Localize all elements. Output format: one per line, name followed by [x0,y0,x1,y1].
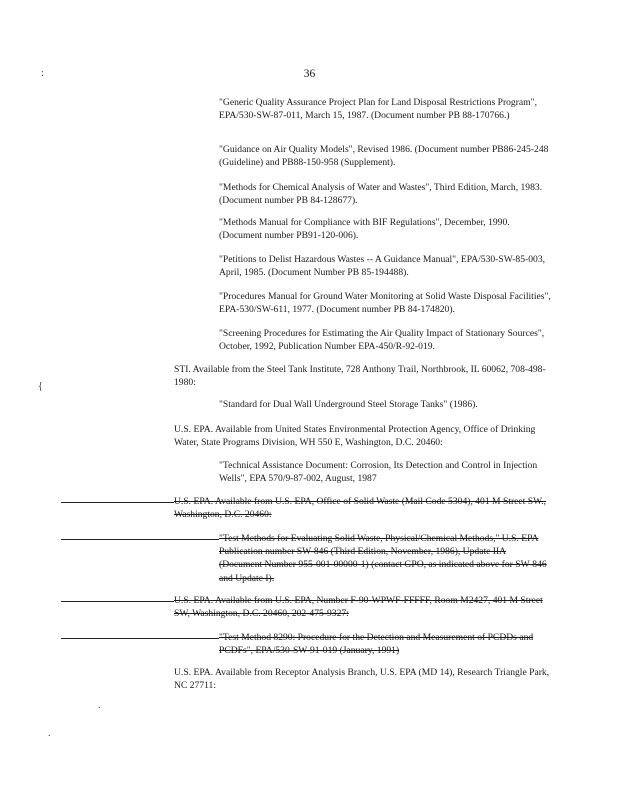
reference-entry: "Petitions to Delist Hazardous Wastes -- A Guidance Manual", EPA/530-SW-85-003, April, 1985. (Document Number PB 85-194488). [219,254,546,279]
revision-bar [61,638,219,639]
reference-entry: "Procedures Manual for Ground Water Monitoring at Solid Waste Disposal Facilities", EPA-530/SW-611, 1977. (Document number PB 84-174820). [219,291,551,316]
page-number: 36 [303,68,316,80]
revision-bar [61,502,174,503]
reference-entry: "Methods for Chemical Analysis of Water and Wastes", Third Edition, March, 1983. (Document number PB 84-128677). [219,182,543,207]
margin-bracket-mark: { [38,381,43,392]
reference-entry: "Screening Procedures for Estimating the Air Quality Impact of Stationary Sources", October, 1992, Publication Number EPA-450/R-92-019. [219,328,545,353]
reference-entry: "Methods Manual for Compliance with BIF Regulations", December, 1990. (Document number PB91-120-006). [219,217,510,242]
reference-entry: "Technical Assistance Document: Corrosion, Its Detection and Control in Injection Wells", EPA 570/9-87-002, August, 1987 [219,460,538,485]
deleted-reference-entry: "Test Methods for Evaluating Solid Waste, Physical/Chemical Methods," U.S. EPA Publication number SW-846 (Third Edition, November, 1986), Update IIA (Document Number 955-001-00000-1) (contact GPO, as indicated above for SW-846 and Update I). [219,533,547,584]
publisher-entry: STI. Available from the Steel Tank Institute, 728 Anthony Trail, Northbrook, IL 60062, 708-498-1980: [174,364,546,389]
margin-dot-mark: . [98,700,101,711]
margin-dot-mark: . [48,728,51,739]
publisher-entry: U.S. EPA. Available from Receptor Analysis Branch, U.S. EPA (MD 14), Research Triangle Park, NC 27711: [174,667,550,692]
reference-entry: "Guidance on Air Quality Models", Revised 1986. (Document number PB86-245-248 (Guideline) and PB88-150-958 (Supplement). [219,144,549,169]
revision-bar [61,539,219,540]
deleted-publisher-entry: U.S. EPA. Available from U.S. EPA, Office of Solid Waste (Mail Code 5304), 401 M Street SW., Washington, D.C. 20460: [174,496,547,521]
deleted-publisher-entry: U.S. EPA. Available from U.S. EPA, Number F-90-WPWF-FFFFF, Room M2427, 401 M Street SW, Washington, D.C. 20460, 202-475-9327: [174,595,543,620]
reference-entry: "Standard for Dual Wall Underground Steel Storage Tanks" (1986). [219,399,478,410]
margin-mark: : [41,68,44,79]
deleted-reference-entry: "Test Method 8290: Procedure for the Detection and Measurement of PCDDs and PCDFs", EPA/530-SW-91-019 (January, 1991) [219,632,534,657]
revision-bar [61,601,174,602]
publisher-entry: U.S. EPA. Available from United States Environmental Protection Agency, Office of Drinking Water, State Programs Division, WH 550 E, Washington, D.C. 20460: [174,424,536,449]
reference-entry: "Generic Quality Assurance Project Plan for Land Disposal Restrictions Program", EPA/530-SW-87-011, March 15, 1987. (Document number PB 88-170766.) [219,97,537,122]
